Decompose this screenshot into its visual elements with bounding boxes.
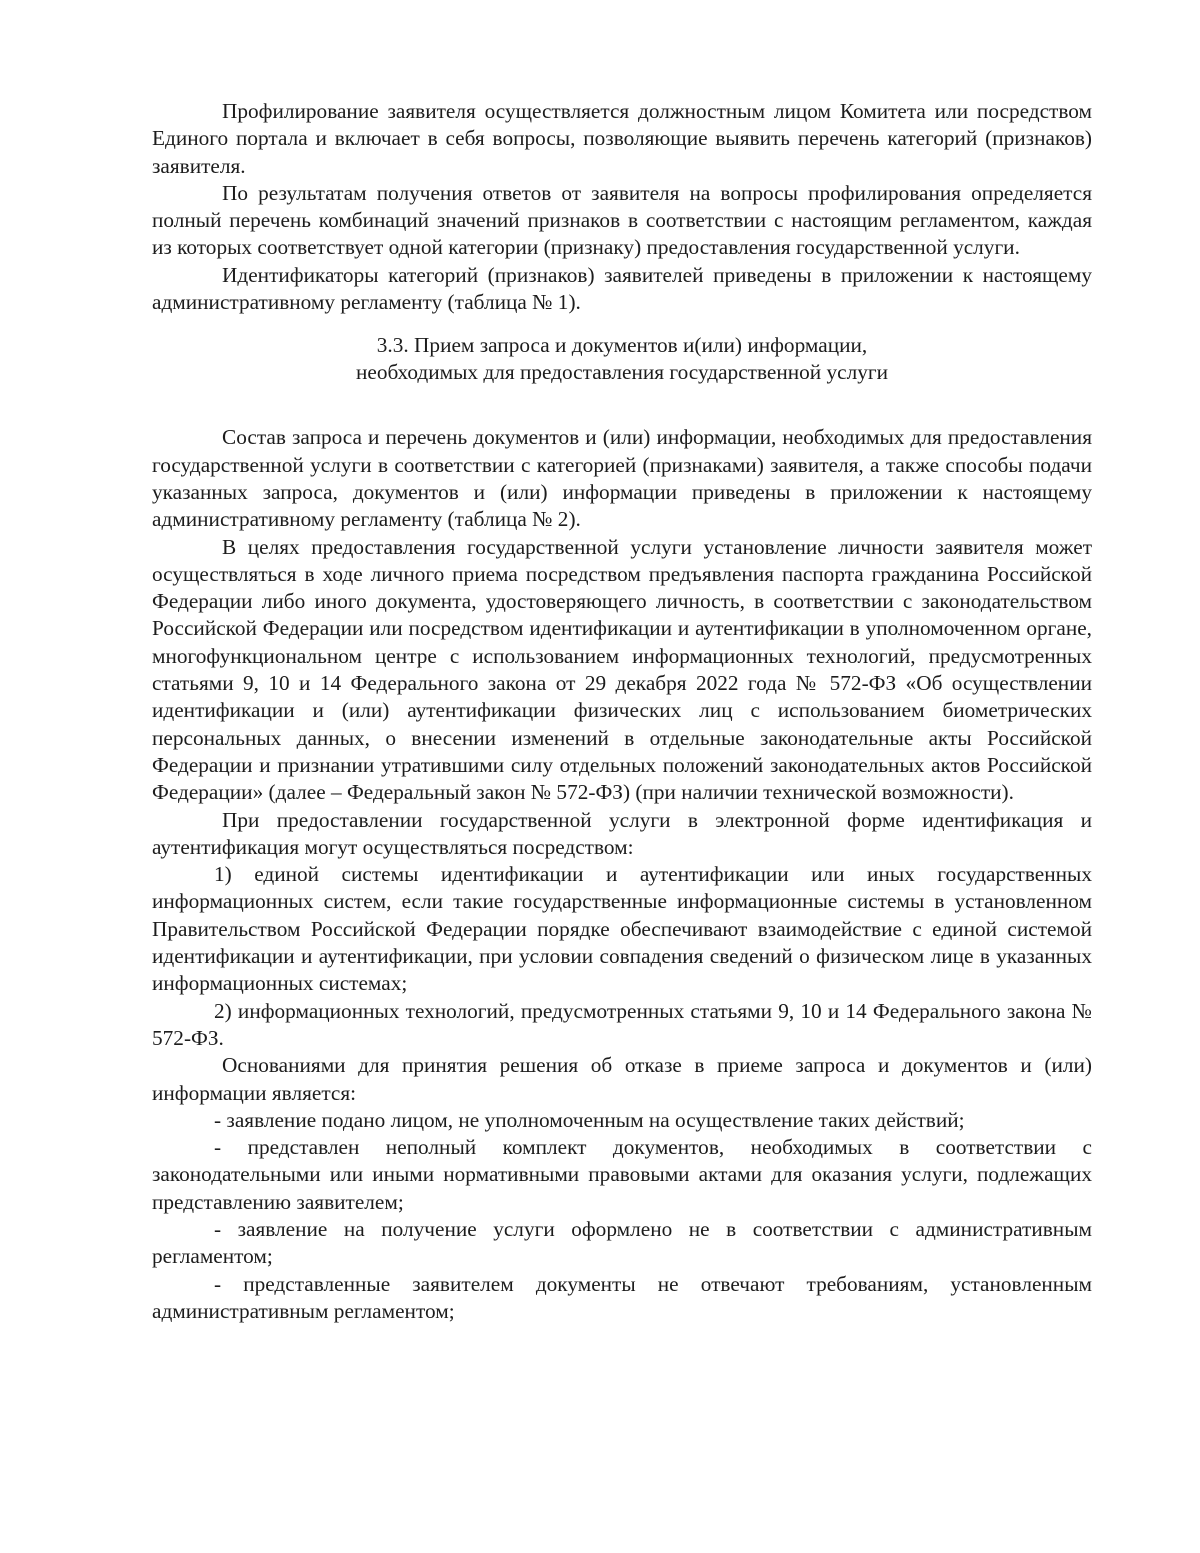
section-heading (152, 332, 1092, 386)
paragraph-electronic-identification: При предоставлении государственной услуги в электронной форме идентификация и аутентификация могут осуществляться посредством: (152, 807, 1092, 859)
list-item-unauthorized-person: - заявление подано лицом, не уполномоченным на осуществление таких действий; (214, 1107, 965, 1132)
paragraph-identity-verification: В целях предоставления государственной услуги установление личности заявителя может осуществляться в ходе личного приема посредством предъявления паспорта гражданина Российской Федерации либо иного документа, удостоверяющего личность, в соответствии с законодательством Российской Федерации или посредством идентификации и аутентификации в уполномоченном органе, многофункциональном центре с использованием информационных технологий, предусмотренных статьями 9, 10 и 14 Федерального закона от 29 декабря 2022 года № 572-ФЗ «Об осуществлении идентификации и (или) аутентификации физических лиц с использованием биометрических персональных данных, о внесении изменений в отдельные законодательные акты Российской Федерации и признании утратившими силу отдельных положений законодательных актов Российской Федерации» (далее – Федеральный закон № 572-ФЗ) (при наличии технической возможности). (152, 534, 1092, 805)
paragraph-refusal-grounds: Основаниями для принятия решения об отказе в приеме запроса и документов и (или) информации является: (152, 1053, 1092, 1105)
paragraph-request-composition: Состав запроса и перечень документов и (или) информации, необходимых для предоставления государственной услуги в соответствии с категорией (признаками) заявителя, а также способы подачи указанных запроса, документов и (или) информации приведены в приложении к настоящему административному регламенту (таблица № 2). (152, 425, 1092, 532)
paragraph-profiling-results: По результатам получения ответов от заявителя на вопросы профилирования определяется полный перечень комбинаций значений признаков в соответствии с настоящим регламентом, каждая из которых соответствует одной категории (признаку) предоставления государственной услуги. (152, 180, 1092, 260)
document-page (152, 98, 1092, 1325)
paragraph-profiling: Профилирование заявителя осуществляется должностным лицом Комитета или посредством Единого портала и включает в себя вопросы, позволяющие выявить перечень категорий (признаков) заявителя. (152, 99, 1092, 178)
list-item-information-technologies: 2) информационных технологий, предусмотренных статьями 9, 10 и 14 Федерального закона № 572-ФЗ. (152, 998, 1092, 1050)
section-heading-line-2: необходимых для предоставления государственной услуги (355, 360, 889, 385)
list-item-improper-application: - заявление на получение услуги оформлено не в соответствии с административным регламентом; (152, 1216, 1092, 1269)
list-item-unified-system: 1) единой системы идентификации и аутентификации или иных государственных информационных систем, если такие государственные информационные системы в установленном Правительством Российской Федерации порядке обеспечивают взаимодействие с единой системой идентификации и аутентификации, при условии совпадения сведений о физическом лице в указанных информационных системах; (152, 862, 1092, 996)
list-item-nonconforming-documents: - представленные заявителем документы не отвечают требованиям, установленным административным регламентом; (152, 1271, 1092, 1323)
paragraph-category-identifiers: Идентификаторы категорий (признаков) заявителей приведены в приложении к настоящему административному регламенту (таблица № 1). (152, 262, 1092, 315)
list-item-incomplete-documents: - представлен неполный комплект документов, необходимых в соответствии с законодательными или иными нормативными правовыми актами для оказания услуги, подлежащих представлению заявителем; (152, 1135, 1092, 1214)
section-heading-line-1: 3.3. Прием запроса и документов и(или) информации, (376, 333, 868, 358)
